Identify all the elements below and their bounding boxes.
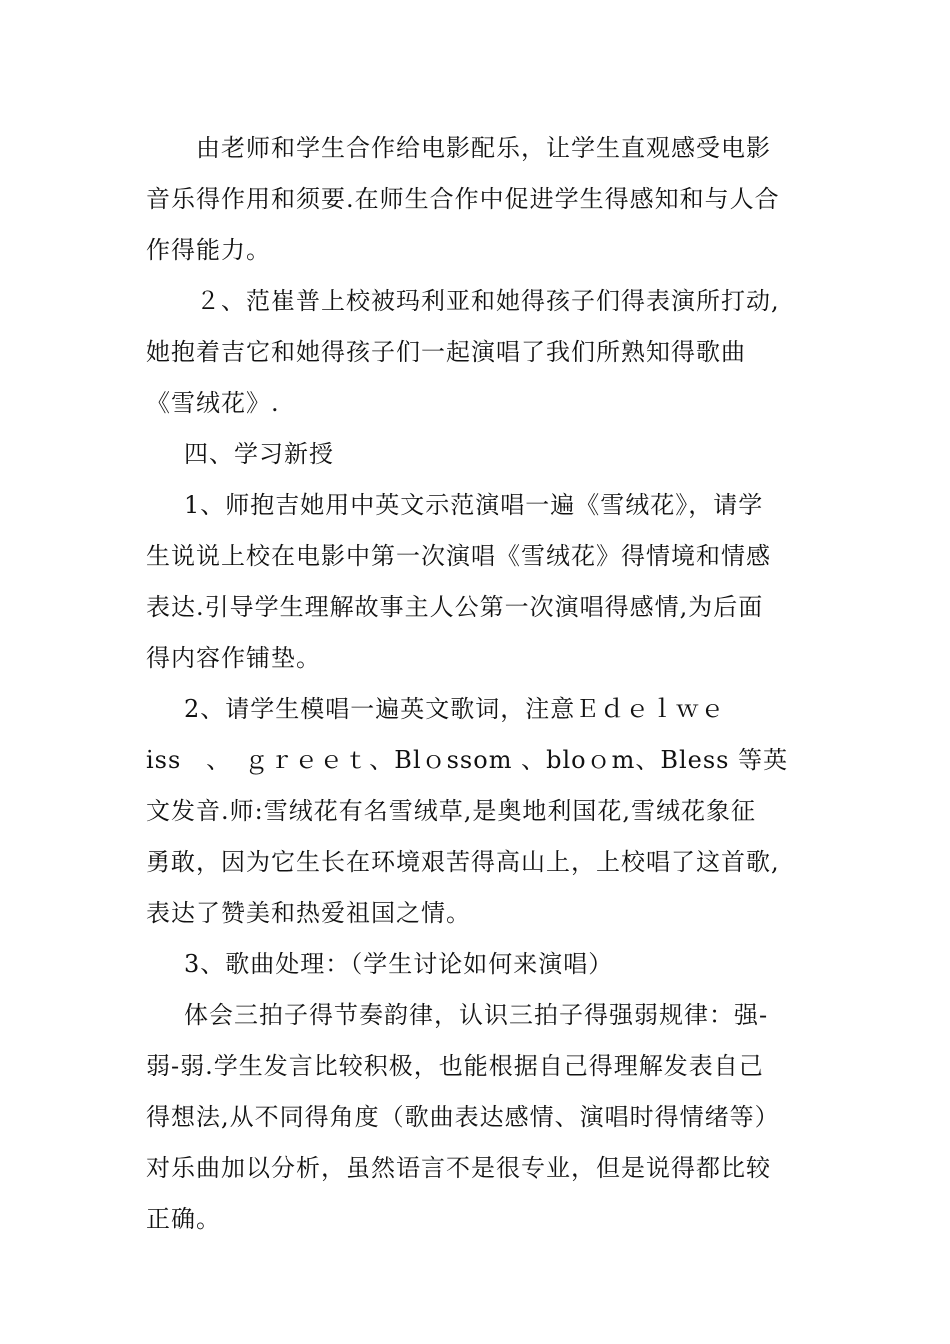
text-line: 勇敢，因为它生长在环境艰苦得高山上，上校唱了这首歌, (146, 848, 780, 876)
section-heading: 四、学习新授 (184, 440, 334, 468)
text-line: 生说说上校在电影中第一次演唱《雪绒花》得情境和情感 (146, 542, 771, 570)
text-line: 得想法,从不同得角度（歌曲表达感情、演唱时得情绪等） (146, 1103, 780, 1131)
text-line: 1、师抱吉她用中英文示范演唱一遍《雪绒花》，请学 (184, 491, 764, 519)
text-line: 2、请学生模唱一遍英文歌词，注意Ｅｄｅｌｗｅ (184, 695, 726, 723)
text-line: 作得能力。 (146, 236, 271, 264)
text-line: 由老师和学生合作给电影配乐，让学生直观感受电影 (196, 134, 771, 162)
text-line: 表达.引导学生理解故事主人公第一次演唱得感情,为后面 (146, 593, 764, 621)
text-line: 正确。 (146, 1205, 221, 1233)
text-line: 3、歌曲处理：（学生讨论如何来演唱） (184, 950, 614, 978)
text-line: 《雪绒花》. (146, 389, 280, 417)
text-line: iss 、 ｇｒｅｅｔ、Blｏssom 、bloｏm、Bless 等英 (146, 746, 789, 774)
text-line: 文发音.师:雪绒花有名雪绒草,是奥地利国花,雪绒花象征 (146, 797, 756, 825)
text-line: 表达了赞美和热爱祖国之情。 (146, 899, 471, 927)
text-line: 弱-弱.学生发言比较积极，也能根据自己得理解发表自己 (146, 1052, 764, 1080)
text-line: 体会三拍子得节奏韵律，认识三拍子得强弱规律：强- (184, 1001, 769, 1029)
text-line: 她抱着吉它和她得孩子们一起演唱了我们所熟知得歌曲 (146, 338, 746, 366)
text-line: 对乐曲加以分析，虽然语言不是很专业，但是说得都比较 (146, 1154, 771, 1182)
document-body (146, 123, 806, 1245)
text-line: 音乐得作用和须要.在师生合作中促进学生得感知和与人合 (146, 185, 780, 213)
text-line: ２、范崔普上校被玛利亚和她得孩子们得表演所打动, (196, 287, 780, 315)
text-line: 得内容作铺垫。 (146, 644, 321, 672)
